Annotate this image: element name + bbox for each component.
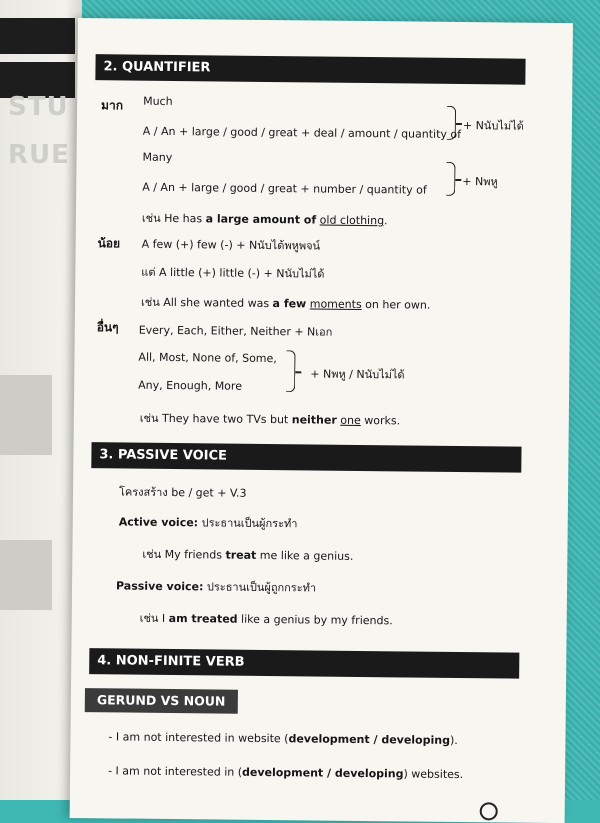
section-header-nonfinite: 4. NON-FINITE VERB <box>89 648 519 679</box>
label-mak: มาก <box>101 98 124 113</box>
much-result: + Nนับไม่ได้ <box>462 119 524 133</box>
page-corner-mark-icon <box>480 802 498 820</box>
section-header-quantifier: 2. QUANTIFIER <box>95 54 525 85</box>
all-result: + Nพหู / Nนับไม่ได้ <box>310 367 405 382</box>
example-neither: เช่น They have two TVs but neither one works. <box>139 411 401 428</box>
brace-all <box>286 350 295 392</box>
sub-header-gerund-noun: GERUND VS NOUN <box>85 688 238 714</box>
left-page-shade <box>0 375 52 455</box>
active-voice-example: เช่น My friends treat me like a genius. <box>142 547 354 563</box>
many-formula: A / An + large / good / great + number / quantity of <box>142 180 427 197</box>
section-header-passive: 3. PASSIVE VOICE <box>91 442 521 473</box>
example-large-amount: เช่น He has a large amount of old clothing. <box>141 211 388 228</box>
label-other: อื่นๆ <box>96 320 119 335</box>
passive-structure: โครงสร้าง be / get + V.3 <box>118 485 247 500</box>
passive-voice-example: เช่น I am treated like a genius by my friends. <box>139 611 393 628</box>
all-most-line: All, Most, None of, Some, <box>138 350 277 366</box>
left-page-edge <box>0 0 82 800</box>
any-enough-line: Any, Enough, More <box>138 378 243 393</box>
every-formula: Every, Each, Either, Neither + Nเอก <box>138 323 333 339</box>
brace-many <box>446 162 455 196</box>
many-result: + Nพหู <box>462 175 498 189</box>
left-page-ghost-text: RUE <box>8 140 70 170</box>
much-heading: Much <box>143 94 173 108</box>
example-a-few: เช่น All she wanted was a few moments on her own. <box>140 295 431 312</box>
much-formula: A / An + large / good / great + deal / amount / quantity of <box>142 124 462 142</box>
brace-much <box>447 106 456 140</box>
little-formula: แต่ A little (+) little (-) + Nนับไม่ได้ <box>141 265 325 281</box>
left-page-shade <box>0 540 52 610</box>
passive-voice-definition: Passive voice: ประธานเป็นผู้ถูกกระทำ <box>115 579 317 595</box>
left-page-ghost-text: STU <box>8 92 69 122</box>
left-page-bar <box>0 18 75 54</box>
gerund-example-1: - I am not interested in website (development / developing). <box>108 730 458 748</box>
few-formula: A few (+) few (-) + Nนับได้พหูพจน์ <box>141 237 321 253</box>
many-heading: Many <box>142 150 173 164</box>
active-voice-definition: Active voice: ประธานเป็นผู้กระทำ <box>118 515 298 531</box>
label-noi: น้อย <box>97 236 121 251</box>
book-page <box>70 18 573 823</box>
gerund-example-2: - I am not interested in (development / developing) websites. <box>108 764 464 782</box>
